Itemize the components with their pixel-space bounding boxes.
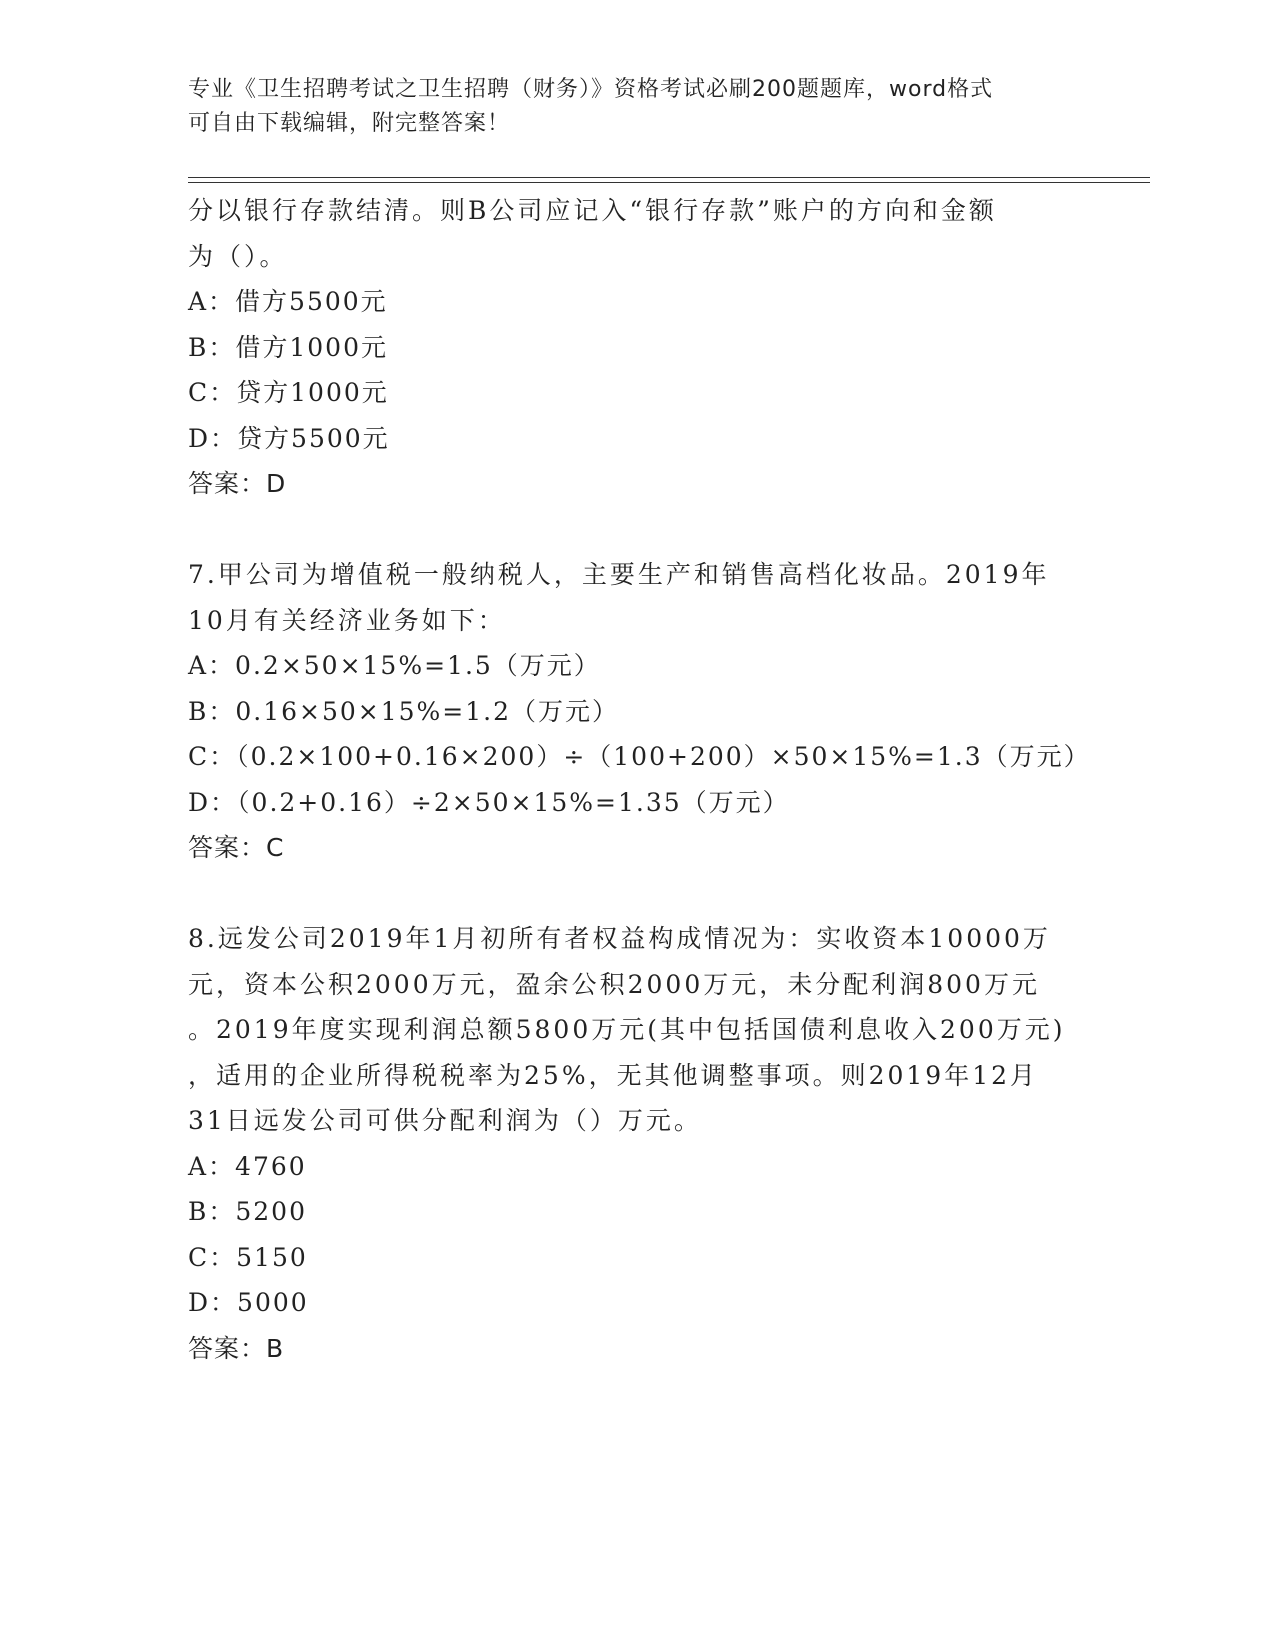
question-stem-line: 元，资本公积2000万元，盈余公积2000万元，未分配利润800万元 <box>188 969 1040 999</box>
option-d: D：5000 <box>188 1288 309 1317</box>
document-body <box>188 188 1091 1371</box>
header-title-line-2: 可自由下载编辑，附完整答案！ <box>188 111 511 136</box>
spacer <box>188 871 1088 917</box>
option-a: A：0.2×50×15%=1.5（万元） <box>188 651 601 680</box>
spacer <box>188 507 1088 553</box>
answer-label: 答案：B <box>188 1333 285 1363</box>
option-b: B：5200 <box>188 1197 307 1226</box>
answer-label: 答案：C <box>188 833 285 862</box>
option-d: D：（0.2+0.16）÷2×50×15%=1.35（万元） <box>188 787 790 817</box>
document-header <box>188 73 1068 141</box>
question-stem-line: 8.远发公司2019年1月初所有者权益构成情况为：实收资本10000万 <box>188 924 1051 953</box>
question-stem-line: 10月有关经济业务如下： <box>188 605 506 635</box>
question-8 <box>188 916 1088 1371</box>
question-6 <box>188 188 1088 507</box>
question-stem-line: 为（）。 <box>188 241 288 271</box>
header-divider-bottom <box>188 182 1150 183</box>
question-stem-line: 。2019年度实现利润总额5800万元(其中包括国债利息收入200万元) <box>188 1015 1066 1044</box>
question-stem-line: 7.甲公司为增值税一般纳税人，主要生产和销售高档化妆品。2019年 <box>188 560 1050 589</box>
answer-label: 答案：D <box>188 469 287 498</box>
option-a: A：借方5500元 <box>188 287 388 316</box>
option-b: B：借方1000元 <box>188 332 388 362</box>
option-c: C：5150 <box>188 1242 308 1272</box>
question-stem-line: ，适用的企业所得税税率为25%，无其他调整事项。则2019年12月 <box>188 1060 1039 1090</box>
option-c: C：贷方1000元 <box>188 378 389 407</box>
option-a: A：4760 <box>188 1151 307 1181</box>
question-7 <box>188 552 1091 871</box>
option-d: D：贷方5500元 <box>188 423 390 453</box>
header-title-line-1: 专业《卫生招聘考试之卫生招聘（财务）》资格考试必刷200题题库，word格式 <box>188 77 994 102</box>
question-stem-line: 分以银行存款结清。则B公司应记入“银行存款”账户的方向和金额 <box>188 196 997 225</box>
option-b: B：0.16×50×15%=1.2（万元） <box>188 696 620 726</box>
header-divider-top <box>188 177 1150 178</box>
question-stem-line: 31日远发公司可供分配利润为（）万元。 <box>188 1106 702 1135</box>
option-c: C：（0.2×100+0.16×200）÷（100+200）×50×15%=1.3（万元） <box>188 742 1091 771</box>
